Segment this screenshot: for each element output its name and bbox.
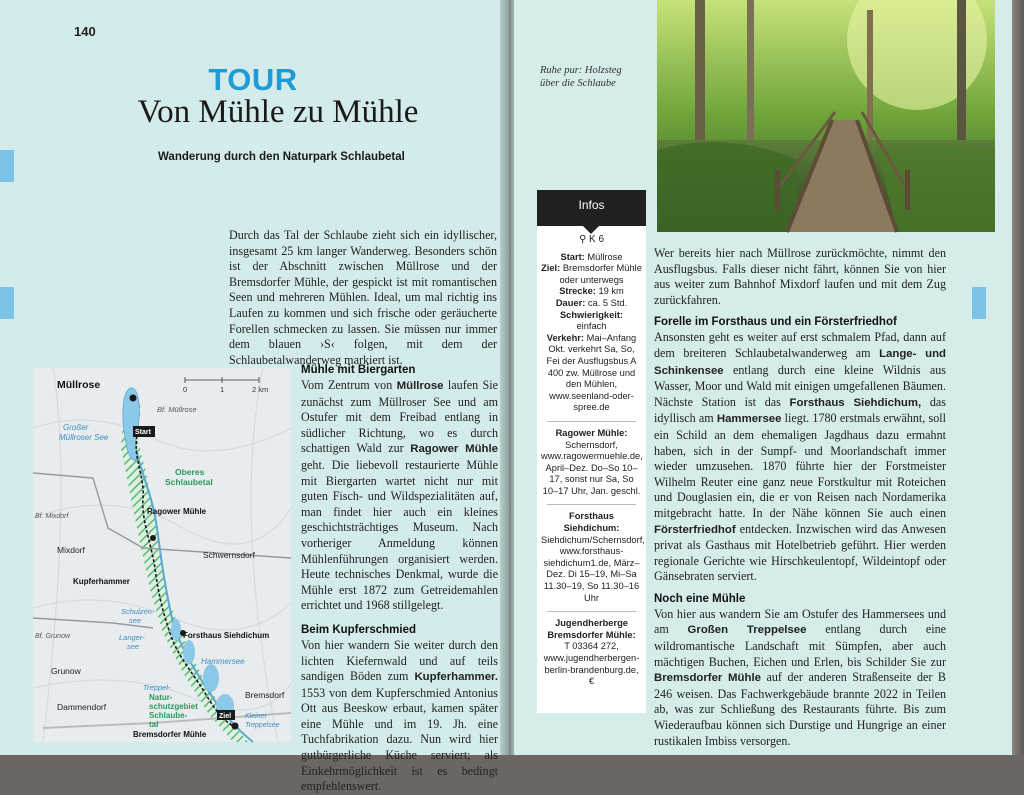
map-label-bremsdorf: Bremsdorf: [245, 690, 285, 700]
map-label-kleiner: Kleiner: [245, 713, 267, 720]
right-column-text: Wer bereits hier nach Müllrose zurückmöchte, nimmt den Ausflugsbus. Falls dieser nicht fährt, können Sie von hier aus weiter zum Bahnhof Mixdorf laufen und mit dem Zug zurückfahren. Forelle im Forsthaus und ein Försterfriedhof Ansonsten geht es weiter auf erst schmalem Pfad, dann auf dem breiteren Schlaubetalwanderweg am Lange- und Schinkensee entlang durch eine kleine Wildnis aus Wasser, Moor und Wald mit einigen umgefallenen Bäumen. Nächste Station ist das Forsthaus Siehdichum, das idyllisch am Hammersee liegt. 1780 erstmals erwähnt, soll ein Schild an dem ehemaligen Jagdhaus dazu ermahnt haben, sich in der Sumpf- und Moorlandschaft immer wieder umzusehen. 1870 führte hier der Forstmeister Wilhelm Reuter eine ganz neue Forstkultur mit Roteichen und Douglasien ein, die er von Reisen nach Nordamerika mitgebracht hatte. In der Nähe können Sie auch einen Försterfriedhof entdecken. Inzwischen wird das Anwesen privat als Gasthaus mit Hotelbetrieb geführt. Hier werden regionale Gerichte wie Hirschkeulentopf, Wildeintopf oder Gänsebraten serviert. Noch eine Mühle Von hier aus wandern Sie am Ostufer des Hammersees und am Großen Treppelsee entlang durch eine wildromantische Landschaft mit Sümpfen, aber auch mächtigen Buchen, Eichen und Erlen, bis Schilder Sie zur Bremsdorfer Mühle auf der anderen Straßenseite der B 246 weisen. Das Fachwerkgebäude brannte 2022 in Teilen ab, was zur Schließung des Restaurants führte. Bis zum Wiederaufbau können sich Durstige und Hungrige an einer rustikalen Imbiss versorgen.: [654, 246, 947, 748]
map-label-bf-muellrose: Bf. Müllrose: [157, 405, 197, 414]
map-label-treppel: Treppel-: [143, 683, 171, 692]
map-label-langersee-2: see: [127, 642, 140, 651]
map-label-ragower-muehle: Ragower Mühle: [147, 507, 207, 516]
page-number: 140: [74, 24, 96, 39]
chapter-tab-marker: [0, 287, 14, 319]
map-label-mixdorf: Mixdorf: [57, 545, 85, 555]
page-stack-edge: [1012, 0, 1024, 755]
page-title: Von Mühle zu Mühle: [137, 94, 419, 130]
map-label-oberes: Oberes: [175, 467, 205, 477]
map-label-schulzensee-2: see: [129, 616, 142, 625]
chapter-tab-marker: [0, 150, 14, 182]
map-label-kupferhammer: Kupferhammer: [73, 577, 130, 586]
lake-langersee: [183, 640, 195, 664]
page-subtitle: Wanderung durch den Naturpark Schlaubetal: [158, 151, 405, 163]
map-label-grosser: Großer: [63, 423, 89, 432]
location-pin-icon: ⚲: [578, 234, 587, 245]
section-heading: Mühle mit Biergarten: [301, 364, 416, 376]
map-label-dammendorf: Dammendorf: [57, 702, 107, 712]
map-label-grunow: Grunow: [51, 666, 81, 676]
tour-label: TOUR: [208, 62, 298, 97]
map-label-forsthaus: Forsthaus Siehdichum: [183, 631, 270, 640]
map-label-bf-mixdorf: Bf. Mixdorf: [35, 513, 69, 520]
map-label-bf-grunow: Bf. Grunow: [35, 633, 71, 640]
section-heading: Beim Kupferschmied: [301, 623, 417, 636]
map-label-bremsdorfer-muehle: Bremsdorfer Mühle: [133, 730, 207, 739]
map-label-natur-3: Schlaube-: [149, 711, 188, 720]
chapter-tab-marker: [972, 287, 986, 319]
map-label-natur-1: Natur-: [149, 693, 173, 702]
infos-location: ⚲ K 6: [578, 234, 605, 245]
map-label-muellrose: Müllrose: [57, 379, 101, 391]
left-column-text: Mühle mit Biergarten Vom Zentrum von Müllrose laufen Sie zunächst zum Müllroser See und am Ostufer mit dem Freibad entlang in südlicher Richtung, wo es durch schattigen Wald zur Ragower Mühle geht. Die liebevoll restaurierte Mühle mit Biergarten wartet nicht nur mit guten Fisch- und Wildspezialitäten auf, man findet hier auch ein kleines geschichtsträchtiges Museum. Nach vorheriger Anmeldung können Mühlenführungen organisiert werden. Heute technisches Denkmal, wurde die Mühle erst 1872 zum Getreidemahlen errichtet und 1968 stillgelegt. Beim Kupferschmied Von hier wandern Sie weiter durch den lichten Kiefernwald und auf teils sandigen Böden zum Kupferhammer. 1553 von dem Kupferschmied Antonius Ott aus Beeskow erbaut, kamen später eine Mühle und im 19. Jh. eine Tuchfabrikation dazu. Nun wird hier gutbürgerliche Küche serviert; als Einkehrmöglichkeit ist es bedingt empfehlenswert.: [301, 364, 498, 794]
intro-paragraph: Durch das Tal der Schlaube zieht sich ein idyllischer, insgesamt 25 km langer Wanderweg. Besonders schön ist der Abschnitt zwischen Müllrose und der Bremsdorfer Mühle, der gespickt ist mit romantischen Seen und mehreren Mühlen. Ideal, um mal richtig ins Laufen zu kommen und sich frische oder geräucherte Forellen schmecken zu lassen. Sie müssen nur immer dem blauen ›S‹ folgen, mit dem der Schlaubetalwanderweg markiert ist.: [229, 228, 497, 367]
map-label-schlaubetal: Schlaubetal: [165, 477, 213, 487]
map-scale-0: 0: [183, 385, 188, 394]
map-scale-2: 2 km: [252, 385, 269, 394]
map-label-treppelsee: Treppelsee: [245, 722, 280, 729]
section-heading: Forelle im Forsthaus und ein Försterfriedhof: [654, 316, 897, 329]
map-label-schulzensee: Schulzen-: [121, 607, 155, 616]
photo-caption: Ruhe pur: Holzsteg über die Schlaube: [540, 65, 622, 89]
tour-map: [33, 368, 291, 742]
section-heading: Noch eine Mühle: [654, 592, 746, 605]
infos-box: [537, 190, 646, 713]
map-label-ziel: Ziel: [219, 713, 232, 720]
infos-body: ⚲ K 6 Start: Müllrose Ziel: Bremsdorfer Mühle oder unterwegs Strecke: 19 km Dauer: ca. 5 Std. Schwierigkeit: einfach Verkehr: Mai–Anfang Okt. verkehrt Sa, So, Fei der Ausflugsbus A 400 zw. Müllrose und den Mühlen, www.seenland-oder-spree.de Ragower Mühle: Schernsdorf, www.ragowermuehle.de, April–Dez. Do–So 10–17, sonst nur Sa, So 10–17 Uhr, Jan. geschl. Forsthaus Siehdichum: Siehdichum/Schernsdorf, www.forsthaus-siehdichum1.de, März–Dez. Di 15–19, Mi–Sa 11.30–19, So 11.30–16 Uhr Jugendherberge Bremsdorfer Mühle: T 03364 272, www.jugendherbergen-berlin-brandenburg.de, €: [541, 234, 645, 687]
photo-wooden-footbridge: [657, 0, 995, 232]
map-label-langersee: Langer-: [119, 633, 145, 642]
map-label-schwerzdorf: Schwernsdorf: [203, 550, 255, 560]
left-page: [0, 0, 506, 794]
lake-hammersee: [203, 664, 219, 692]
map-label-natur-4: tal: [149, 720, 159, 729]
map-label-natur-2: schutzgebiet: [149, 702, 198, 711]
map-scale-1: 1: [220, 385, 225, 394]
map-label-muellroser-see: Müllroser See: [59, 433, 109, 442]
map-label-hammersee: Hammersee: [201, 657, 245, 666]
map-label-start: Start: [135, 429, 151, 436]
infos-header: Infos: [537, 190, 646, 226]
lake-schulzensee: [171, 619, 181, 641]
